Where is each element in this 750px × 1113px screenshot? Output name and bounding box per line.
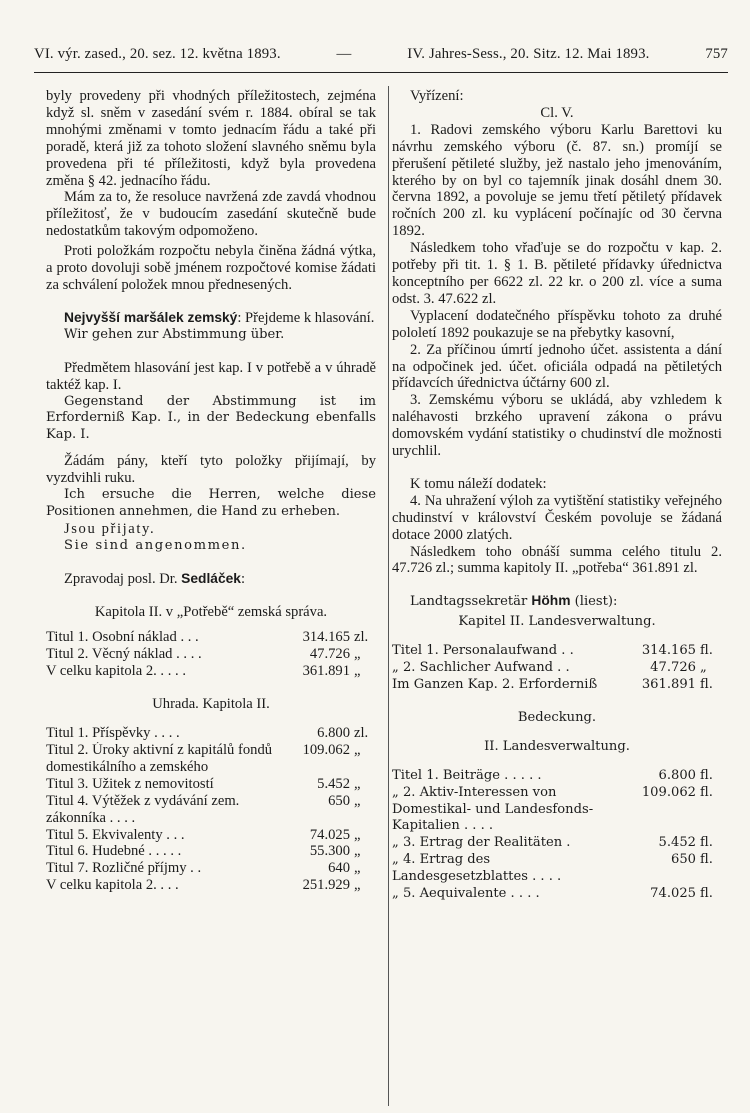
uhrada-title: Uhrada. Kapitola II.: [152, 696, 270, 713]
right-paragraph-8: Následkem toho obnáší summa celého titulu 2. 47.726 zl.; summa kapitoly II. „potřeba“ 361.891 zl.: [392, 543, 722, 577]
row-unit: „: [354, 775, 361, 792]
right-paragraph-5: 3. Zemskému výboru se ukládá, aby vzhledem k naléhavosti brzkého upravení zákona o právu domovském vydání statistiky o chudinství dle možnosti urychlil.: [392, 392, 722, 460]
header-left: VI. výr. zased., 20. sez. 12. května 1893.: [34, 46, 281, 62]
table-row: [392, 785, 722, 836]
speaker-marshal: Nejvyšší maršálek zemský: [64, 309, 238, 325]
left-paragraph-10-de: Sie sind angenommen.: [64, 537, 247, 553]
row-label: Titul 6. Hudebné . . . . .: [46, 843, 182, 860]
row-amount: 74.025: [309, 826, 350, 843]
budget-table-potreba: [46, 629, 376, 680]
budget-table-uhrada: [46, 725, 376, 894]
reporter-prefix: Zpravodaj posl. Dr.: [64, 570, 182, 587]
row-unit: „: [354, 860, 361, 877]
kapitel-title: Kapitel II. Landesverwaltung.: [458, 614, 656, 630]
row-amount: 640: [328, 860, 350, 877]
row-amount: 361.891: [302, 663, 350, 680]
table-row: [392, 677, 722, 694]
row-amount: 47.726: [650, 660, 696, 676]
speaker-marshal-line: [46, 310, 376, 327]
table-row: [392, 660, 722, 677]
left-paragraph-8-de: Ich ersuche die Herren, welche diese Positionen annehmen, die Hand zu erheben.: [46, 487, 376, 519]
row-label: V celku kapitola 2. . . . .: [46, 663, 186, 680]
row-label: Titul 2. Věcný náklad . . . .: [46, 646, 202, 663]
row-label: „ 3. Ertrag der Realitäten .: [392, 835, 571, 851]
row-unit: fl.: [700, 767, 713, 783]
table-row: [46, 776, 376, 793]
row-amount: 251.929: [302, 877, 350, 894]
table-row: [46, 843, 376, 860]
kapitola-title: Kapitola II. v „Potřebě“ zemská správa.: [94, 603, 328, 620]
budget-table-erfordernis: [392, 643, 722, 694]
left-paragraph-4-de: Wir gehen zur Abstimmung über.: [64, 326, 285, 342]
row-label: „ 5. Aequivalente . . . .: [392, 886, 540, 902]
row-unit: „: [354, 663, 361, 680]
speaker-secretary-line: [392, 593, 722, 611]
row-unit: fl.: [700, 784, 713, 800]
table-row: [392, 768, 722, 785]
row-unit: „: [354, 742, 361, 758]
table-row: [46, 646, 376, 663]
row-unit: fl.: [700, 886, 713, 902]
reporter-colon: :: [240, 570, 246, 587]
row-label: Titel 1. Beiträge . . . . .: [392, 767, 542, 783]
left-paragraph-2: Mám za to, že resoluce navržená zde zavdá vhodnou příležitosť, že v budoucím zasedání skutečně bude nedostatkům takovým odpomoženo.: [46, 189, 376, 240]
table-row: [46, 742, 376, 776]
row-amount: 109.062: [641, 784, 696, 800]
row-amount: 5.452: [658, 835, 696, 851]
row-label: Titul 5. Ekvivalenty . . .: [46, 826, 185, 843]
table-row: [46, 793, 376, 827]
left-paragraph-9: Jsou přijaty.: [64, 520, 156, 537]
right-paragraph-3: Vyplacení dodatečného příspěvku tohoto za druhé pololetí 1892 poukazuje se na přebytky kasovní,: [392, 307, 722, 341]
header-right: IV. Jahres-Sess., 20. Sitz. 12. Mai 1893.: [407, 46, 650, 62]
vyrizeni-heading: Vyřízení:: [410, 88, 464, 104]
right-column: [392, 88, 722, 903]
left-column: [46, 88, 376, 894]
row-amount: 74.025: [650, 886, 696, 902]
speaker-marshal-text: : Přejdeme k hlasování.: [237, 309, 375, 326]
left-paragraph-6-de: Gegenstand der Abstimmung ist im Erforderniß Kap. I., in der Bedeckung ebenfalls Kap. I.: [46, 393, 376, 443]
page-number: 757: [705, 46, 728, 62]
table-row: [46, 629, 376, 646]
row-unit: fl.: [700, 835, 713, 851]
left-paragraph-5: Předmětem hlasování jest kap. I v potřebě a v úhradě taktéž kap. I.: [46, 359, 376, 393]
row-unit: „: [354, 792, 361, 809]
row-amount: 650: [671, 852, 696, 868]
row-amount: 5.452: [317, 775, 350, 792]
right-paragraph-1: 1. Radovi zemského výboru Karlu Barettovi ku návrhu zemského výboru (č. 87. sn.) promíjí se přerušení pětileté služby, jež nastalo jeho jmenováním, kterého by on byl co tajemník jinak dosáhl dnem 30. června 1892, a povoluje se jemu třetí pětiletý přídavek ročních 200 zl. ku vyplácení počínajíc od 30 června 1892.: [392, 121, 722, 240]
right-paragraph-2: Následkem toho vřaďuje se do rozpočtu v kap. 2. potřeby při tit. 1. § 1. B. pětileté přídavky úřednictva konceptního per 6622 zl. 22 kr. o 200 zl. více a suma odst. 3. 47.622 zl.: [392, 240, 722, 307]
table-row: [46, 827, 376, 844]
row-label: Titul 2. Úroky aktivní z kapitálů fondů domestikálního a zemského: [46, 742, 273, 775]
reporter-line: [46, 571, 376, 588]
row-label: Im Ganzen Kap. 2. Erforderniß: [392, 677, 598, 692]
bedeckung-heading: Bedeckung.: [517, 709, 597, 725]
row-amount: 314.165: [302, 629, 350, 646]
right-paragraph-7: 4. Na uhražení výloh za vytištění statistiky veřejného chudinství v království Českém povoluje se žádaná dotace 2000 zlatých.: [392, 492, 722, 543]
header-dash: —: [336, 46, 352, 62]
table-row: [46, 877, 376, 894]
left-paragraph-1: byly provedeny při vhodných příležitostech, zejména když sl. sněm v zasedání svém r. 1884. obíral se tak mnohými změnami v tomto jednacím řádu a také při poradě, která již za tohoto složení slavného sněmu byla provedena při té příležitosti, když byla provedena změna § 42. jednacího řádu.: [46, 88, 376, 189]
left-paragraph-3: Proti položkám rozpočtu nebyla činěna žádná výtka, a proto dovoluji sobě jménem rozpočtové komise žádati za schválení položek mnou přednesených.: [46, 243, 376, 293]
row-unit: fl.: [700, 677, 713, 692]
row-unit: fl.: [700, 643, 713, 659]
header-rule: [34, 72, 728, 73]
row-amount: 55.300: [309, 843, 350, 860]
landesverwaltung-heading: II. Landesverwaltung.: [484, 738, 630, 754]
table-row: [392, 835, 722, 852]
right-paragraph-6: K tomu náleží dodatek:: [410, 475, 547, 492]
row-label: Titul 1. Osobní náklad . . .: [46, 629, 199, 646]
row-label: Titul 4. Výtěžek z vydávání zem. zákonníka . . . .: [46, 792, 240, 826]
column-divider: [388, 86, 389, 1106]
row-label: Titul 7. Rozličné příjmy . .: [46, 860, 202, 877]
table-row: [46, 725, 376, 742]
row-amount: 650: [328, 792, 350, 809]
row-unit: fl.: [700, 852, 713, 868]
table-row: [392, 643, 722, 660]
row-amount: 6.800: [658, 767, 696, 783]
row-label: „ 2. Aktiv-Interessen von Domestikal- und Landesfonds-Kapitalien . . . .: [392, 784, 594, 834]
speaker-secretary-suffix: (liest):: [570, 594, 618, 610]
row-amount: 6.800: [317, 725, 350, 742]
speaker-secretary-name: Höhm: [531, 593, 571, 609]
page-header: [34, 46, 728, 68]
table-row: [46, 663, 376, 680]
row-amount: 47.726: [309, 646, 350, 663]
row-unit: „: [354, 826, 361, 843]
row-label: „ 4. Ertrag des Landesgesetzblattes . . . .: [392, 852, 562, 885]
right-paragraph-4: 2. Za příčinou úmrtí jednoho účet. assistenta a dání na odpočinek jed. účet. oficiála odpadá na pětiletých přídavcích úřednictva účtárny 600 zl.: [392, 341, 722, 392]
row-label: Titul 3. Užitek z nemovitostí: [46, 775, 214, 792]
reporter-name: Sedláček: [181, 570, 241, 586]
table-row: [392, 886, 722, 903]
row-label: V celku kapitola 2. . . .: [46, 877, 179, 894]
row-unit: „: [354, 646, 361, 663]
left-paragraph-7: Žádám pány, kteří tyto položky přijímají, by vyzdvihli ruku.: [46, 453, 376, 487]
row-unit: „: [354, 877, 361, 894]
row-label: „ 2. Sachlicher Aufwand . .: [392, 660, 570, 676]
row-amount: 314.165: [641, 643, 696, 659]
row-label: Titel 1. Personalaufwand . .: [392, 643, 574, 659]
row-unit: „: [354, 843, 361, 860]
budget-table-bedeckung: [392, 768, 722, 903]
row-unit: „: [700, 660, 707, 676]
row-amount: 109.062: [302, 742, 350, 758]
row-unit: zl.: [354, 725, 369, 742]
row-label: Titul 1. Příspěvky . . . .: [46, 725, 180, 742]
clause-heading: Cl. V.: [540, 104, 574, 121]
row-amount: 361.891: [641, 677, 696, 692]
speaker-secretary-prefix: Landtagssekretär: [410, 594, 532, 610]
table-row: [392, 852, 722, 886]
row-unit: zl.: [354, 629, 369, 646]
table-row: [46, 860, 376, 877]
